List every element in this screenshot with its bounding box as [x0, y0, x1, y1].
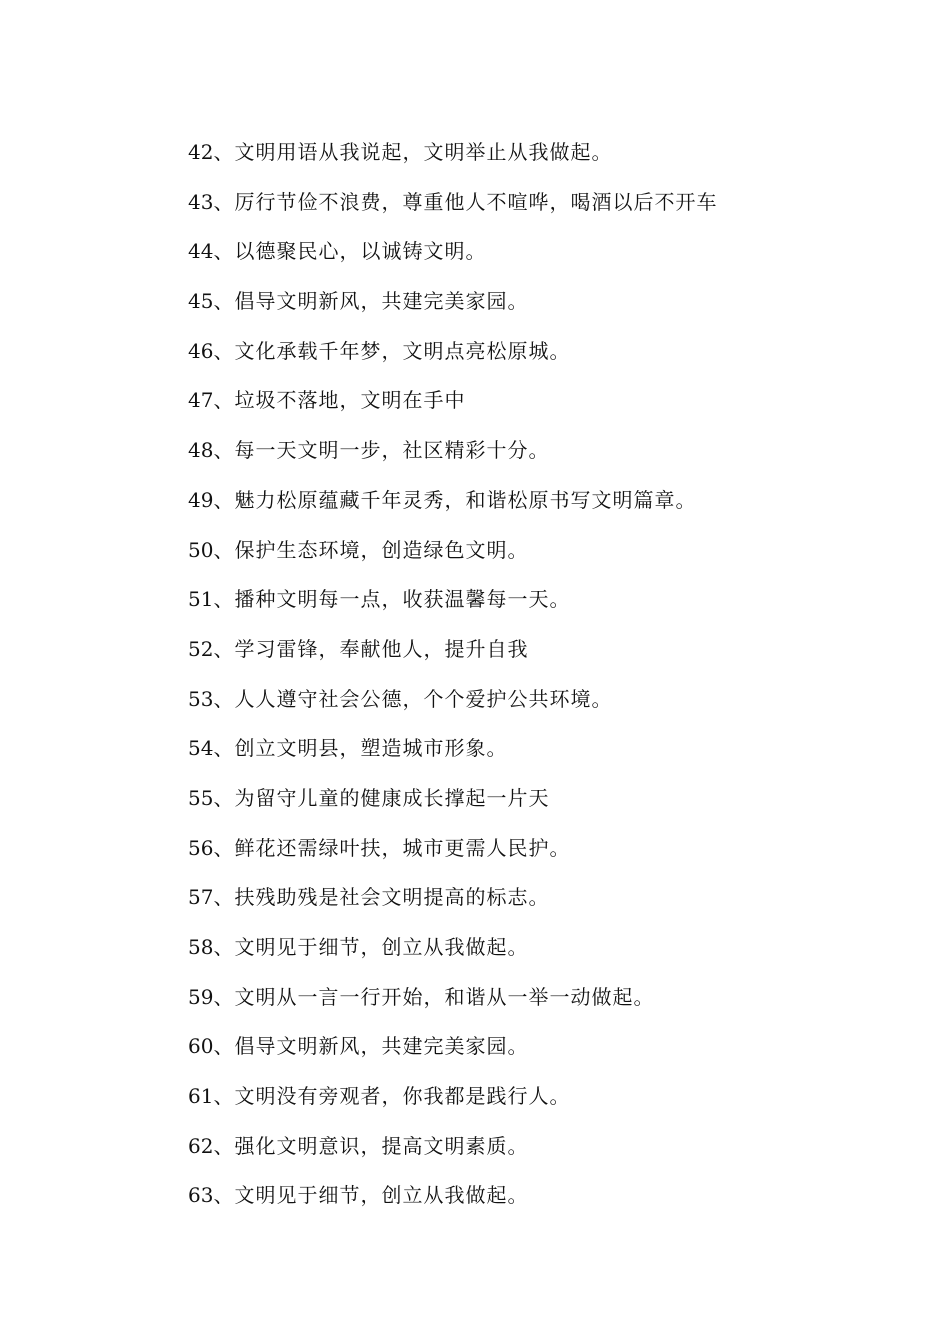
- item-number: 54: [188, 736, 214, 761]
- item-number: 43: [188, 189, 214, 214]
- item-text: 以德聚民心，以诚铸文明。: [234, 239, 487, 264]
- list-item: [188, 1126, 888, 1176]
- item-text: 魅力松原蕴藏千年灵秀，和谐松原书写文明篇章。: [234, 487, 697, 512]
- item-text: 为留守儿童的健康成长撑起一片天: [234, 785, 550, 810]
- item-text: 文明见于细节，创立从我做起。: [234, 935, 529, 959]
- item-separator: 、: [213, 388, 235, 413]
- item-separator: 、: [213, 686, 235, 711]
- item-number: 55: [188, 785, 214, 810]
- item-number: 59: [188, 984, 214, 1009]
- item-separator: 、: [213, 140, 235, 164]
- item-number: 46: [188, 338, 214, 363]
- item-separator: 、: [213, 1084, 235, 1109]
- item-text: 播种文明每一点，收获温馨每一天。: [234, 587, 571, 612]
- list-item: [188, 231, 888, 281]
- list-item: [188, 778, 888, 828]
- item-separator: 、: [213, 935, 235, 959]
- item-text: 创立文明县，塑造城市形象。: [234, 736, 508, 761]
- list-item: [188, 977, 888, 1027]
- item-number: 42: [188, 140, 214, 164]
- item-text: 倡导文明新风，共建完美家园。: [234, 289, 529, 314]
- item-separator: 、: [213, 736, 235, 761]
- item-separator: 、: [213, 438, 235, 463]
- list-item: [188, 1076, 888, 1126]
- list-item: [188, 877, 888, 927]
- item-separator: 、: [213, 984, 235, 1009]
- list-item: [188, 480, 888, 530]
- item-separator: 、: [213, 636, 235, 661]
- item-separator: 、: [213, 189, 235, 214]
- item-separator: 、: [213, 289, 235, 314]
- item-number: 44: [188, 239, 214, 264]
- item-separator: 、: [213, 885, 235, 910]
- item-separator: 、: [213, 338, 235, 363]
- item-separator: 、: [213, 835, 235, 860]
- item-text: 学习雷锋，奉献他人，提升自我: [234, 636, 529, 661]
- item-text: 扶残助残是社会文明提高的标志。: [234, 885, 550, 910]
- list-item: [188, 927, 888, 977]
- item-text: 倡导文明新风，共建完美家园。: [234, 1034, 529, 1059]
- item-number: 57: [188, 885, 214, 910]
- list-item: [188, 331, 888, 381]
- item-number: 47: [188, 388, 214, 413]
- item-separator: 、: [213, 1133, 235, 1158]
- item-separator: 、: [213, 587, 235, 612]
- item-text: 强化文明意识，提高文明素质。: [234, 1133, 529, 1158]
- item-text: 文化承载千年梦，文明点亮松原城。: [234, 338, 571, 363]
- item-text: 文明从一言一行开始，和谐从一举一动做起。: [234, 984, 655, 1009]
- list-item: [188, 629, 888, 679]
- item-number: 53: [188, 686, 214, 711]
- list-item: [188, 828, 888, 878]
- item-number: 60: [188, 1034, 214, 1059]
- item-number: 48: [188, 438, 214, 463]
- item-number: 52: [188, 636, 214, 661]
- item-number: 63: [188, 1183, 214, 1208]
- item-separator: 、: [213, 537, 235, 562]
- item-number: 49: [188, 487, 214, 512]
- item-number: 62: [188, 1133, 214, 1158]
- list-item: [188, 679, 888, 729]
- list-item: [188, 728, 888, 778]
- item-separator: 、: [213, 1183, 235, 1208]
- list-item: [188, 281, 888, 331]
- slogan-list: [188, 132, 888, 1225]
- item-text: 垃圾不落地，文明在手中: [234, 388, 466, 413]
- item-text: 文明见于细节，创立从我做起。: [234, 1183, 529, 1208]
- item-text: 每一天文明一步，社区精彩十分。: [234, 438, 550, 463]
- item-number: 61: [188, 1084, 214, 1109]
- list-item: [188, 530, 888, 580]
- item-text: 文明没有旁观者，你我都是践行人。: [234, 1084, 571, 1109]
- list-item: [188, 132, 888, 182]
- item-number: 58: [188, 935, 214, 959]
- list-item: [188, 430, 888, 480]
- item-separator: 、: [213, 1034, 235, 1059]
- list-item: [188, 1026, 888, 1076]
- item-text: 厉行节俭不浪费，尊重他人不喧哗，喝酒以后不开车: [234, 189, 718, 214]
- list-item: [188, 182, 888, 232]
- item-text: 鲜花还需绿叶扶，城市更需人民护。: [234, 835, 571, 860]
- item-text: 文明用语从我说起，文明举止从我做起。: [234, 140, 613, 164]
- item-number: 56: [188, 835, 214, 860]
- item-number: 51: [188, 587, 214, 612]
- item-text: 保护生态环境，创造绿色文明。: [234, 537, 529, 562]
- item-separator: 、: [213, 239, 235, 264]
- item-number: 45: [188, 289, 214, 314]
- item-number: 50: [188, 537, 214, 562]
- list-item: [188, 579, 888, 629]
- list-item: [188, 1175, 888, 1225]
- item-separator: 、: [213, 487, 235, 512]
- item-separator: 、: [213, 785, 235, 810]
- list-item: [188, 380, 888, 430]
- item-text: 人人遵守社会公德，个个爱护公共环境。: [234, 686, 613, 711]
